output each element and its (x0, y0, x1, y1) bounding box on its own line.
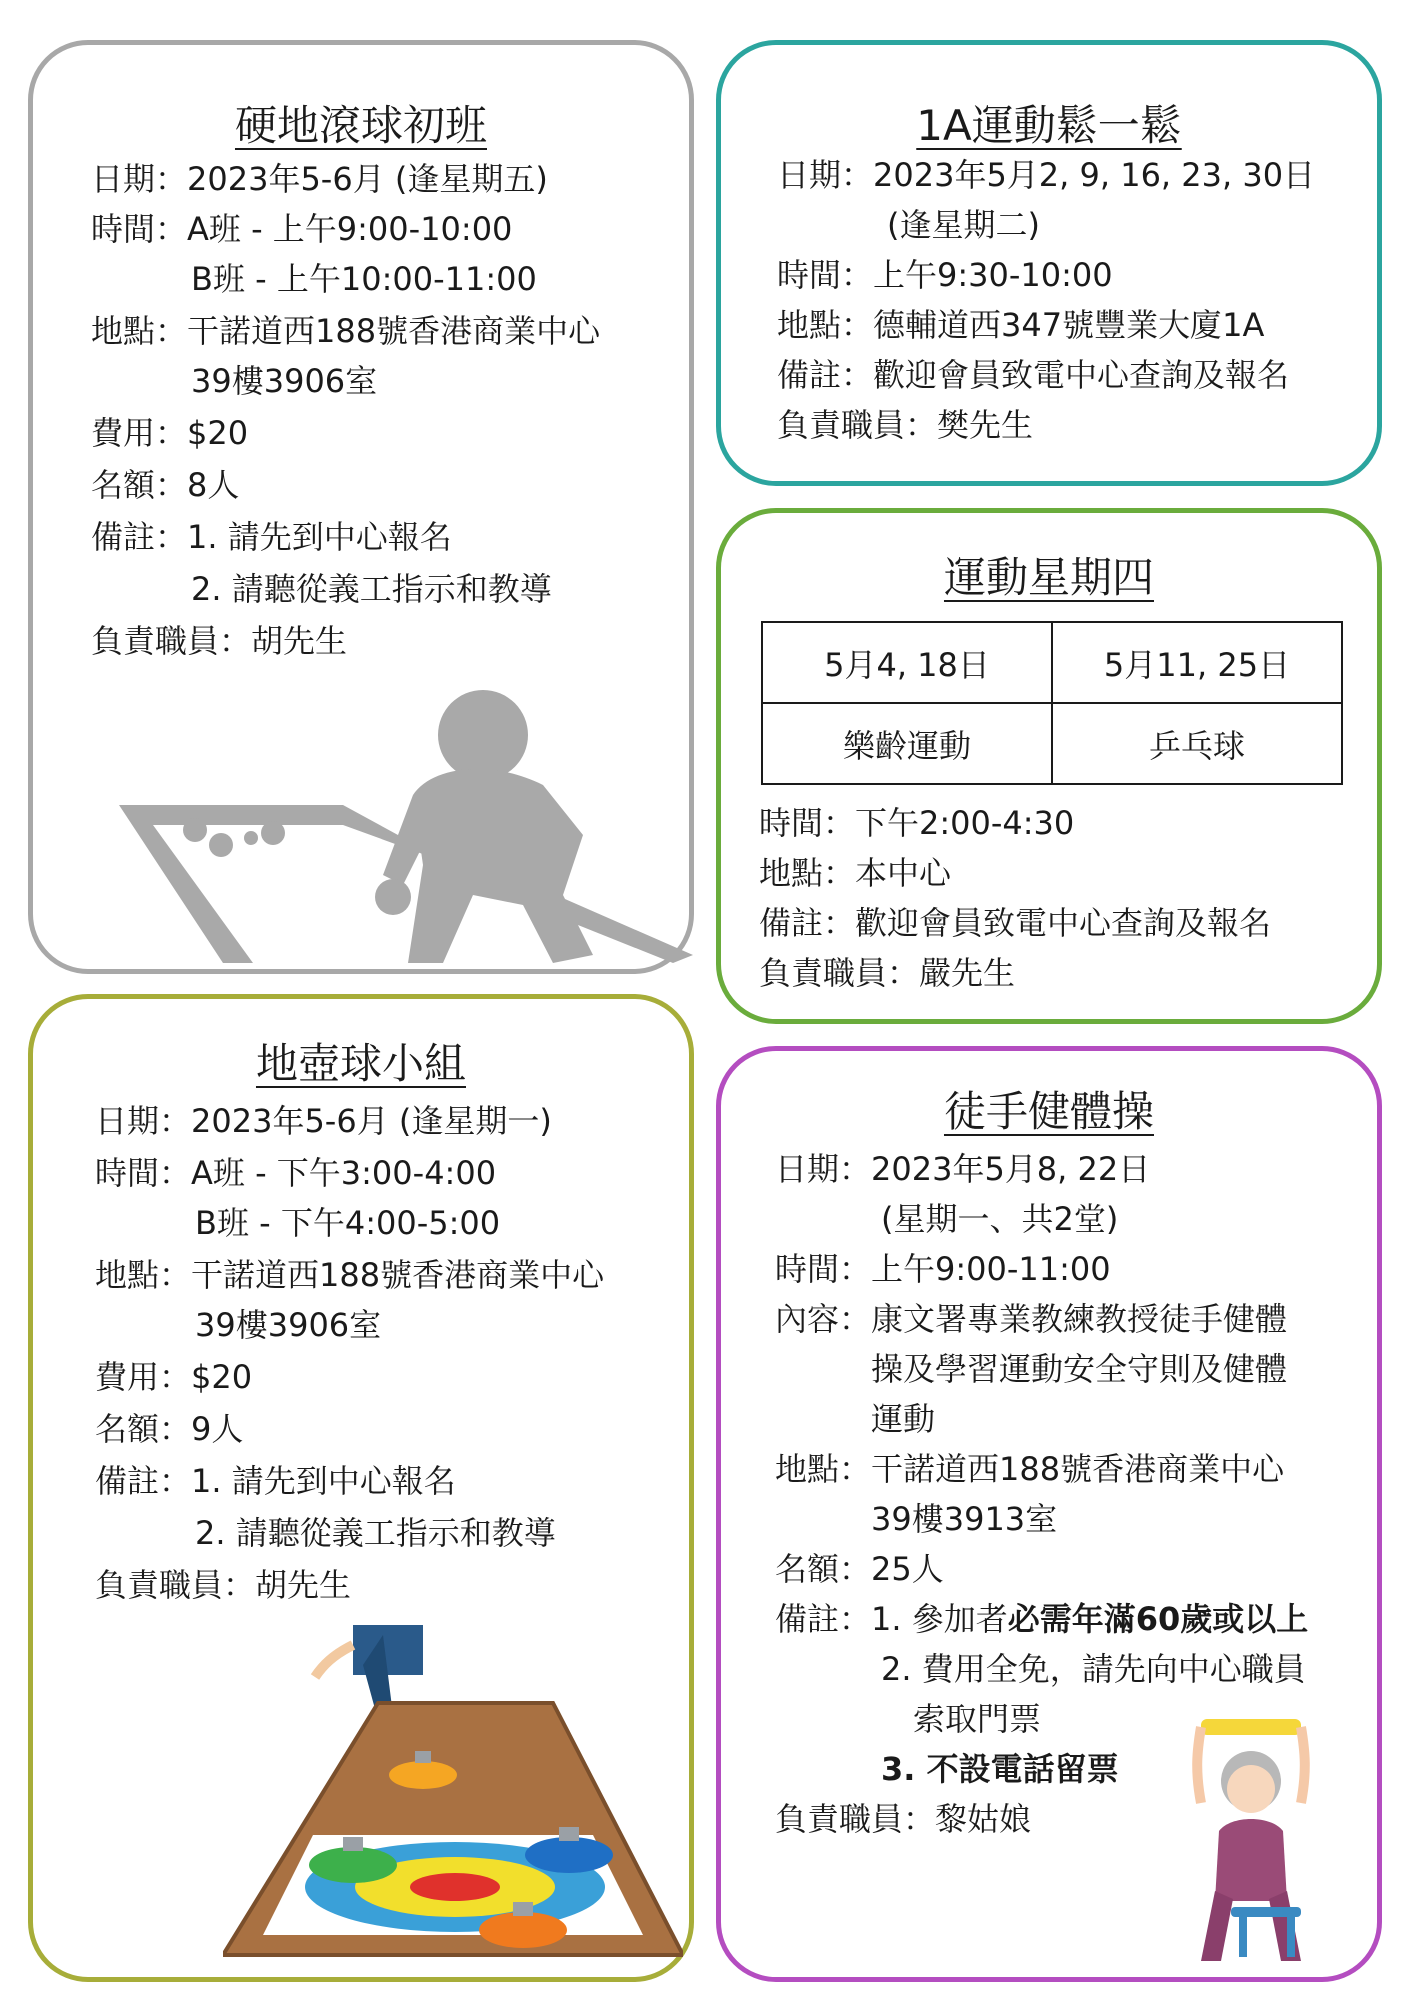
table-row (762, 622, 1342, 703)
thursday-time: 時間：下午2:00-4:30 (759, 804, 1075, 842)
gym-content-line-3: 運動 (871, 1400, 936, 1438)
exercise-1a-card (716, 40, 1382, 486)
thursday-card (716, 508, 1382, 1024)
gym-quota: 名額：25人 (775, 1550, 944, 1588)
curling-time-a: 時間：A班 - 下午3:00-4:00 (95, 1154, 497, 1192)
table-cell-date-1: 5月4, 18日 (762, 622, 1052, 703)
exercise-1a-time: 時間：上午9:30-10:00 (777, 256, 1113, 294)
curling-illustration (223, 1625, 683, 1965)
gym-content-line-2: 操及學習運動安全守則及健體 (871, 1350, 1288, 1388)
gym-remark-1-highlight: 必需年滿60歲或以上 (1007, 1600, 1309, 1638)
boccia-date: 日期：2023年5-6月 (逢星期五) (91, 160, 548, 198)
curling-fee: 費用：$20 (95, 1358, 253, 1396)
exercise-1a-venue: 地點：德輔道西347號豐業大廈1A (777, 306, 1265, 344)
gym-title: 徒手健體操 (943, 1087, 1154, 1136)
thursday-title: 運動星期四 (943, 553, 1154, 602)
table-cell-date-2: 5月11, 25日 (1052, 622, 1342, 703)
exercise-1a-staff: 負責職員：樊先生 (777, 406, 1034, 444)
table-cell-activity-1: 樂齡運動 (762, 703, 1052, 784)
boccia-player-illustration (113, 645, 703, 975)
gym-remark-1 (775, 1599, 1308, 1639)
table-row (762, 703, 1342, 784)
elderly-exercise-illustration (1161, 1711, 1341, 1971)
boccia-fee: 費用：$20 (91, 414, 249, 452)
exercise-1a-remark: 備註：歡迎會員致電中心查詢及報名 (777, 356, 1290, 394)
gym-venue-room: 39樓3913室 (871, 1500, 1058, 1538)
boccia-venue: 地點：干諾道西188號香港商業中心 (91, 312, 601, 350)
exercise-1a-day: (逢星期二) (887, 206, 1040, 244)
boccia-time-b: B班 - 上午10:00-11:00 (191, 260, 537, 298)
thursday-schedule-table (761, 621, 1343, 785)
gym-content: 內容：康文署專業教練教授徒手健體 (775, 1300, 1288, 1338)
gym-date-note: (星期一、共2堂) (881, 1200, 1119, 1238)
curling-remark-1: 備註：1. 請先到中心報名 (95, 1462, 456, 1500)
curling-card (28, 994, 694, 1982)
curling-venue: 地點：干諾道西188號香港商業中心 (95, 1256, 605, 1294)
thursday-remark: 備註：歡迎會員致電中心查詢及報名 (759, 904, 1272, 942)
gym-remark-1-label: 備註：1. 參加者 (775, 1600, 1008, 1638)
curling-staff: 負責職員：胡先生 (95, 1566, 352, 1604)
gym-card (716, 1046, 1382, 1982)
curling-time-b: B班 - 下午4:00-5:00 (195, 1204, 501, 1242)
thursday-staff: 負責職員：嚴先生 (759, 954, 1016, 992)
curling-date: 日期：2023年5-6月 (逢星期一) (95, 1102, 552, 1140)
exercise-1a-date: 日期：2023年5月2, 9, 16, 23, 30日 (777, 156, 1316, 194)
gym-remark-2: 2. 費用全免，請先向中心職員 (881, 1650, 1306, 1688)
boccia-venue-room: 39樓3906室 (191, 362, 378, 400)
exercise-1a-title: 1A運動鬆一鬆 (916, 101, 1182, 150)
curling-title: 地壺球小組 (255, 1039, 466, 1088)
gym-date: 日期：2023年5月8, 22日 (775, 1150, 1151, 1188)
boccia-quota: 名額：8人 (91, 466, 240, 504)
boccia-staff: 負責職員：胡先生 (91, 622, 348, 660)
gym-remark-2-cont: 索取門票 (913, 1700, 1042, 1738)
curling-venue-room: 39樓3906室 (195, 1306, 382, 1344)
boccia-remark-1: 備註：1. 請先到中心報名 (91, 518, 452, 556)
curling-remark-2: 2. 請聽從義工指示和教導 (195, 1514, 556, 1552)
boccia-title: 硬地滾球初班 (234, 101, 487, 150)
curling-quota: 名額：9人 (95, 1410, 244, 1448)
gym-time: 時間：上午9:00-11:00 (775, 1250, 1111, 1288)
thursday-venue: 地點：本中心 (759, 854, 952, 892)
boccia-card (28, 40, 694, 974)
boccia-time-a: 時間：A班 - 上午9:00-10:00 (91, 210, 513, 248)
gym-staff: 負責職員：黎姑娘 (775, 1800, 1032, 1838)
boccia-remark-2: 2. 請聽從義工指示和教導 (191, 570, 552, 608)
table-cell-activity-2: 乒乓球 (1052, 703, 1342, 784)
gym-venue: 地點：干諾道西188號香港商業中心 (775, 1450, 1285, 1488)
gym-remark-3: 3. 不設電話留票 (881, 1750, 1119, 1788)
